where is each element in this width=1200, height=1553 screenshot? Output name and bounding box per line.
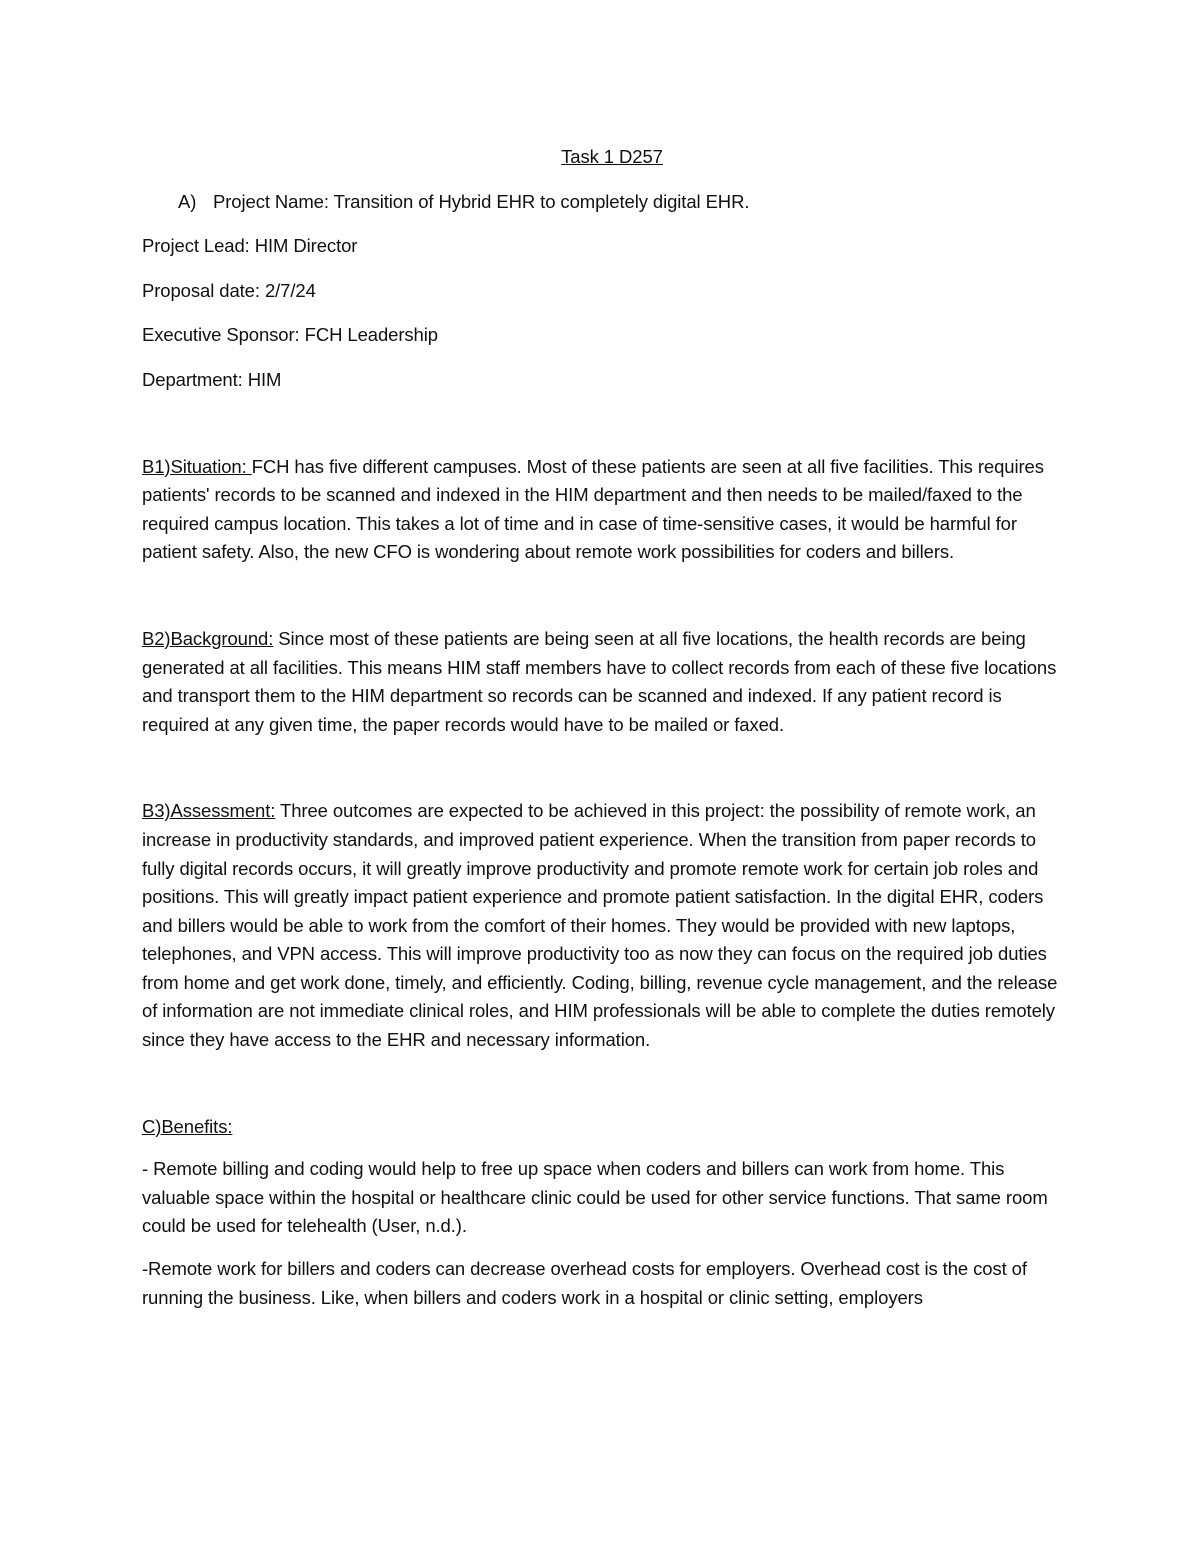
background-label: B2)Background: [142, 627, 274, 649]
assessment-label: B3)Assessment: [142, 800, 276, 822]
situation-section [142, 453, 1062, 567]
document-body [142, 143, 1062, 1326]
benefit-item: -Remote work for billers and coders can decrease overhead costs for employers. Overhead cost is the cost of running the business. Like, when billers and coders work in a hospital or clinic setting, employers [142, 1258, 1027, 1308]
assessment-section [142, 797, 1062, 1054]
list-marker: A) [178, 190, 197, 212]
project-name-text: Project Name: Transition of Hybrid EHR to completely digital EHR. [213, 190, 750, 212]
background-section [142, 625, 1062, 739]
project-name-item [142, 188, 1062, 217]
document-title: Task 1 D257 [561, 146, 663, 167]
assessment-text: Three outcomes are expected to be achieved in this project: the possibility of remote work, an increase in productivity standards, and improved patient experience. When the transition from paper records to fully digital records occurs, it will greatly improve productivity and promote remote work for certain job roles and positions. This will greatly impact patient experience and promote patient satisfaction. In the digital EHR, coders and billers would be able to work from the comfort of their homes. They would be provided with new laptops, telephones, and VPN access. This will improve productivity too as now they can focus on the required job duties from home and get work done, timely, and efficiently. Coding, billing, revenue cycle management, and the release of information are not immediate clinical roles, and HIM professionals will be able to complete the duties remotely since they have access to the EHR and necessary information. [142, 800, 1058, 1051]
situation-label: B1)Situation: [142, 455, 252, 477]
background-text: Since most of these patients are being seen at all five locations, the health records are being generated at all facilities. This means HIM staff members have to collect records from each of these five locations and transport them to the HIM department so records can be scanned and indexed. If any patient record is required at any given time, the paper records would have to be mailed or faxed. [142, 627, 1057, 735]
benefits-label: C)Benefits: [142, 1115, 233, 1137]
situation-text: FCH has five different campuses. Most of these patients are seen at all five facilities. This requires patients' records to be scanned and indexed in the HIM department and then needs to be mailed/faxed to the required campus location. This takes a lot of time and in case of time-sensitive cases, it would be harmful for patient safety. Also, the new CFO is wondering about remote work possibilities for coders and billers. [142, 455, 1044, 563]
benefit-item: - Remote billing and coding would help to free up space when coders and billers can work from home. This valuable space within the hospital or healthcare clinic could be used for other service functions. That same room could be used for telehealth (User, n.d.). [142, 1158, 1048, 1237]
benefits-heading [142, 1113, 1062, 1142]
proposal-date: Proposal date: 2/7/24 [142, 279, 316, 301]
project-lead: Project Lead: HIM Director [142, 235, 358, 257]
department: Department: HIM [142, 368, 282, 390]
executive-sponsor: Executive Sponsor: FCH Leadership [142, 324, 438, 346]
